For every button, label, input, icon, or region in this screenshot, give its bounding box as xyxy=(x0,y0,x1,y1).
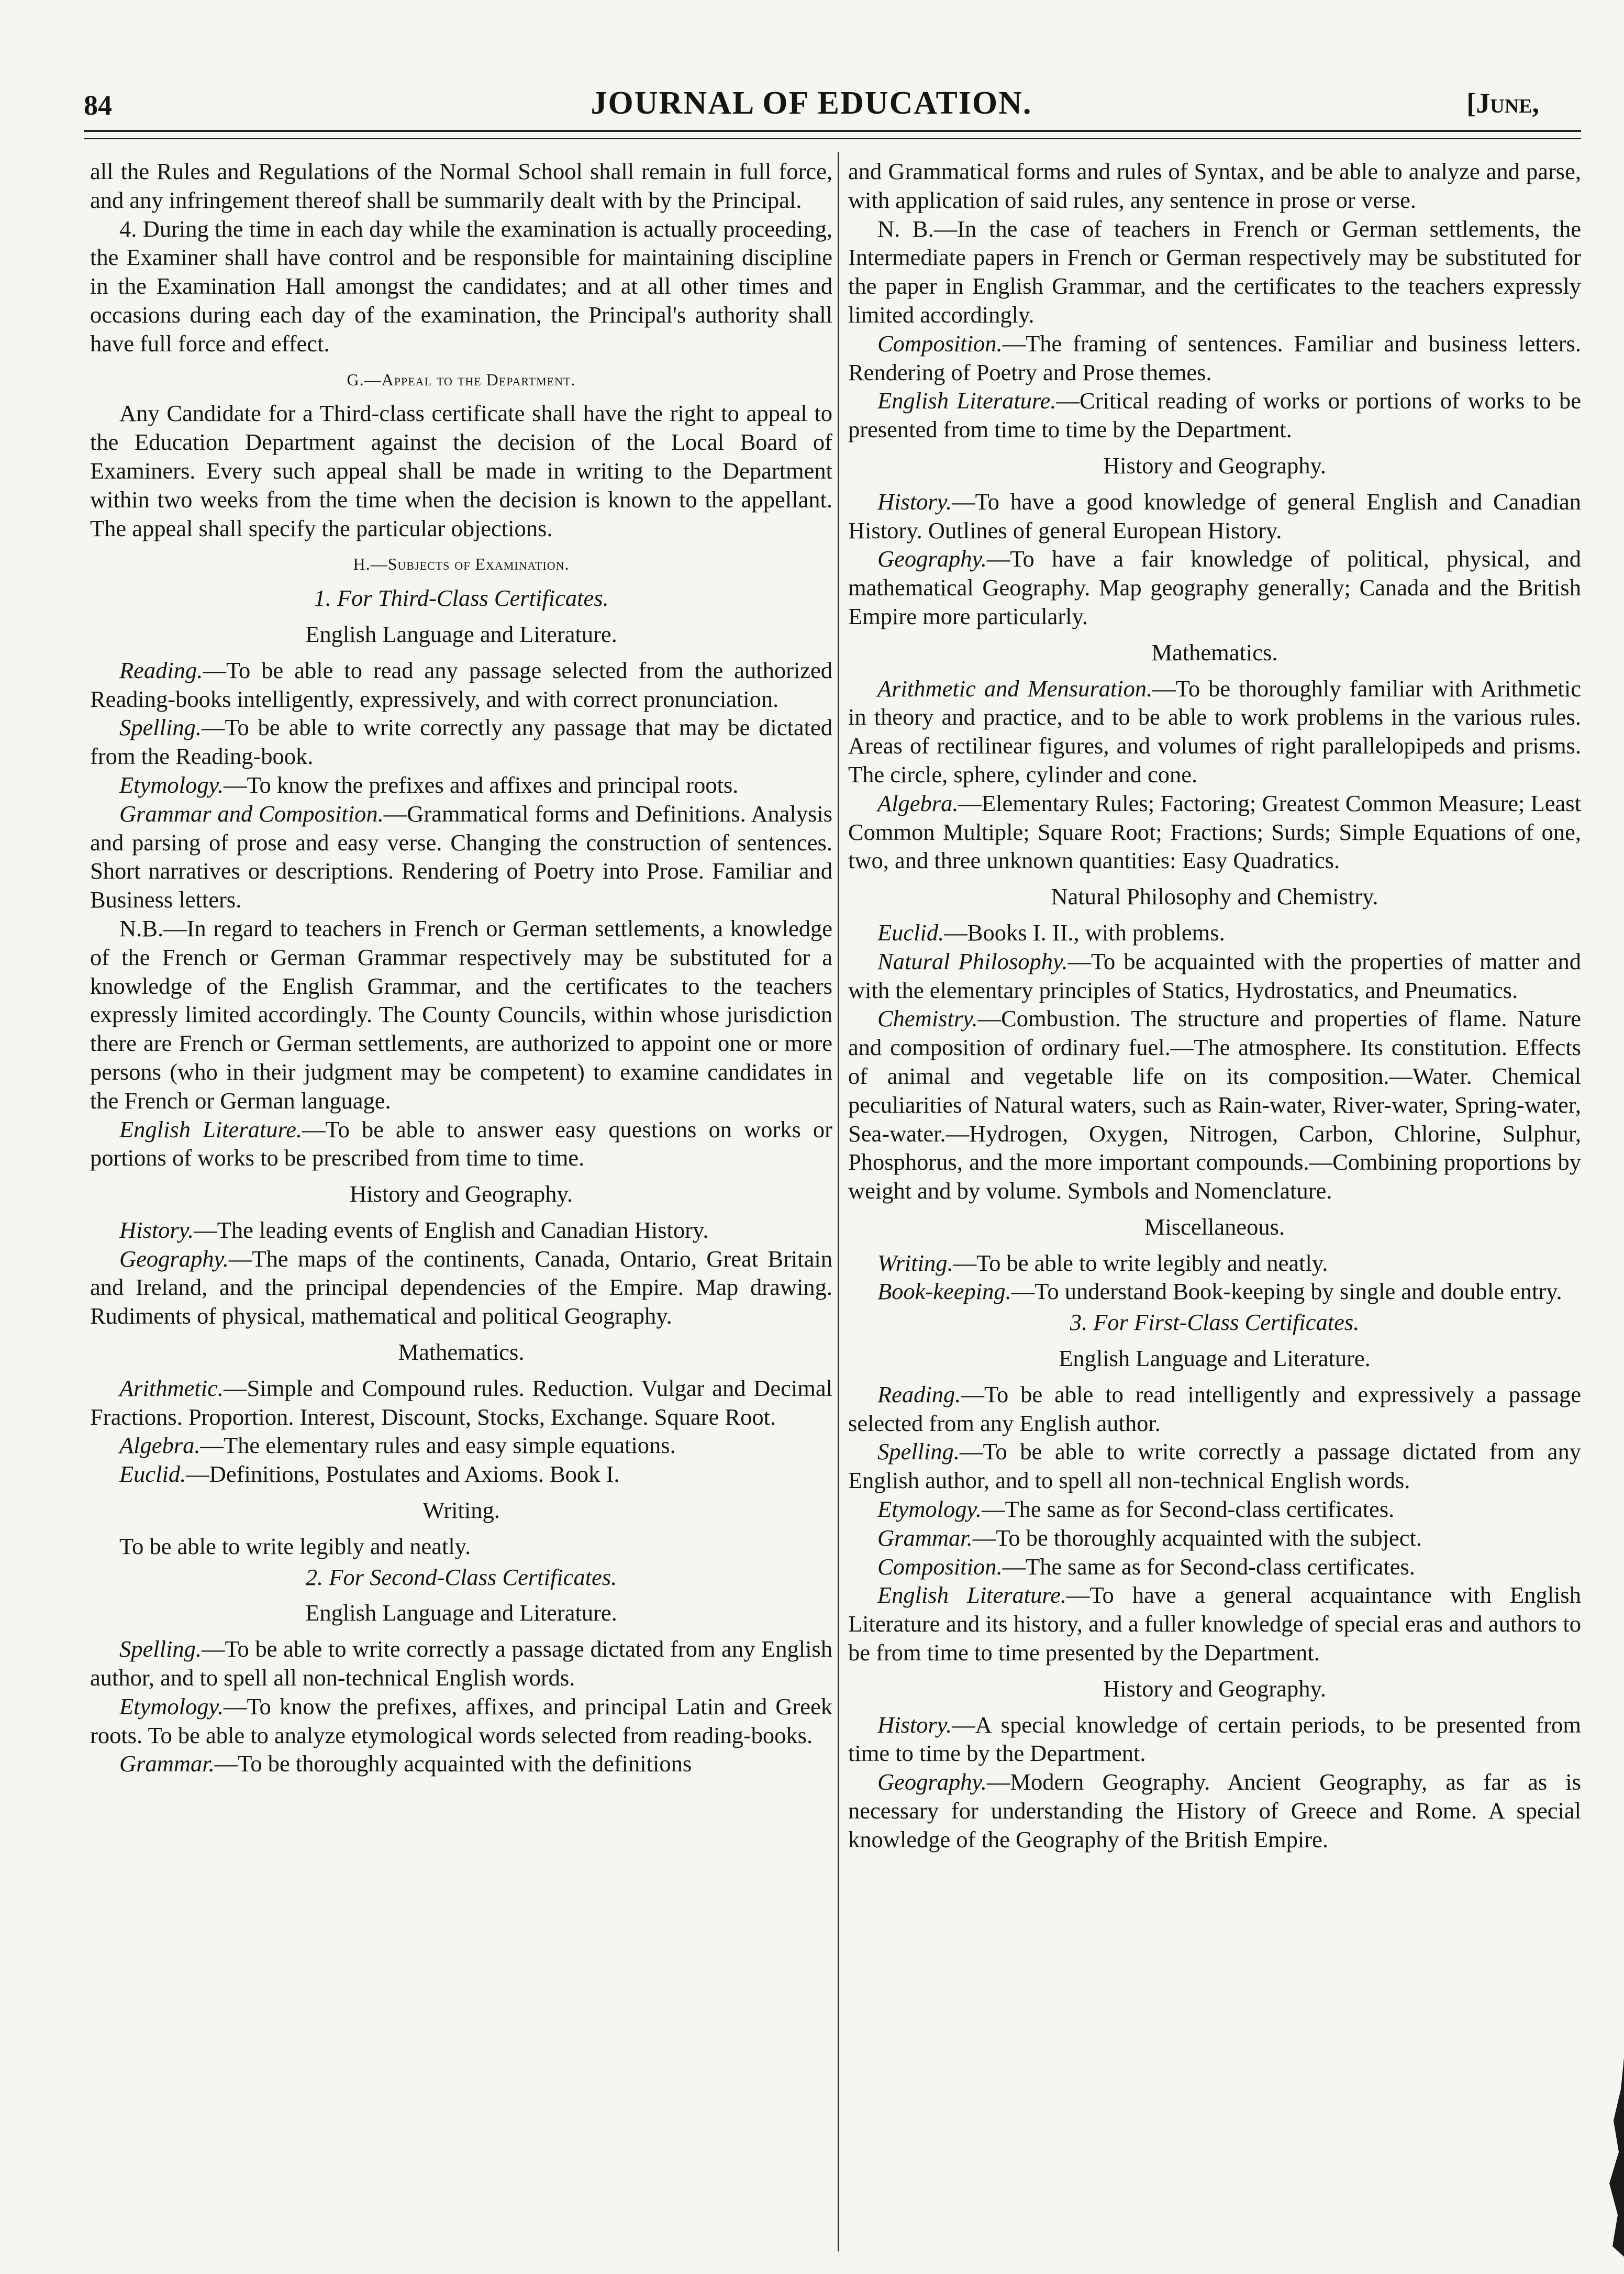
subject-label: Spelling. xyxy=(877,1438,960,1465)
subject-label: History. xyxy=(877,488,952,515)
subject-label: Geography. xyxy=(877,1769,987,1795)
subject-item: Book-keeping.—To understand Book-keeping by single and double entry. xyxy=(877,1278,1562,1305)
subject-item: Arithmetic and Mensuration.—To be thoroughly familiar with Arithmetic in theory and practice, and to be able to work problems in the various rules. Areas of rectilinear figures, and volumes of right parallelopipeds and prisms. The circle, sphere, cylinder and cone. xyxy=(848,675,1581,787)
page-number: 84 xyxy=(84,90,112,121)
subject-label: Reading. xyxy=(119,657,203,683)
paragraph: and Grammatical forms and rules of Syntax, and be able to analyze and parse, with application of said rules, any sentence in prose or verse. xyxy=(848,158,1581,213)
subject-label: Etymology. xyxy=(877,1496,982,1523)
header-rule-thin xyxy=(84,138,1581,139)
right-column xyxy=(848,157,1581,1854)
subject-label: English Literature. xyxy=(119,1116,303,1142)
subject-label: Algebra. xyxy=(877,790,959,816)
subject-label: Composition. xyxy=(877,1553,1003,1580)
paragraph: N. B.—In the case of teachers in French or German settlements, the Intermediate papers in French or German respectively may be substituted for the paper in English Grammar, and the certificates to the teachers expressly limited accordingly. xyxy=(848,215,1581,328)
subject-label: Spelling. xyxy=(119,714,202,741)
topic-heading: Miscellaneous. xyxy=(1144,1213,1285,1240)
subject-item: Spelling.—To be able to write correctly a passage dictated from any English author, and to spell all non-technical English words. xyxy=(90,1636,832,1691)
paragraph: N.B.—In regard to teachers in French or German settlements, a knowledge of the French or German Grammar respectively may be substituted for a knowledge of the English Grammar, and the certificates to the teachers expressly limited accordingly. The County Councils, within whose jurisdiction there are French or German settlements, are authorized to appoint one or more persons (who in their judgment may be competent) to examine candidates in the French or German language. xyxy=(90,915,832,1114)
topic-heading: Mathematics. xyxy=(398,1339,525,1366)
section-heading: G.—Appeal to the Department. xyxy=(347,370,576,389)
subject-item: Geography.—Modern Geography. Ancient Geography, as far as is necessary for understanding the History of Greece and Rome. A special knowledge of the Geography of the British Empire. xyxy=(848,1769,1581,1853)
left-column xyxy=(90,157,832,1778)
subject-label: Natural Philosophy. xyxy=(877,948,1068,974)
subject-label: History. xyxy=(877,1711,952,1738)
subject-item: Etymology.—To know the prefixes and affixes and principal roots. xyxy=(119,771,739,798)
subject-item: History.—A special knowledge of certain periods, to be presented from time to time by the Department. xyxy=(848,1711,1581,1767)
subject-label: Etymology. xyxy=(119,771,224,798)
subject-label: Book-keeping. xyxy=(877,1278,1011,1305)
subject-item: Grammar and Composition.—Grammatical forms and Definitions. Analysis and parsing of prose and easy verse. Changing the construction of sentences. Short narratives or descriptions. Rendering of Poetry into Prose. Familiar and Business letters. xyxy=(90,800,832,913)
subject-item: English Literature.—To be able to answer easy questions on works or portions of works to be prescribed from time to time. xyxy=(90,1116,832,1171)
subject-label: Euclid. xyxy=(877,919,944,946)
subject-label: Etymology. xyxy=(119,1693,224,1720)
topic-heading: History and Geography. xyxy=(1103,1675,1326,1702)
topic-heading: Writing. xyxy=(422,1497,500,1524)
subject-label: Spelling. xyxy=(119,1636,202,1662)
subject-label: Geography. xyxy=(877,546,987,572)
page-header xyxy=(84,79,1539,126)
subject-item: English Literature.—To have a general acquaintance with English Literature and its history, and a fuller knowledge of special eras and authors to be from time to time presented by the Department. xyxy=(848,1582,1581,1666)
subject-label: Chemistry. xyxy=(877,1005,978,1032)
page-edge-mark xyxy=(1603,2058,1624,2257)
issue-month: [June, xyxy=(1466,87,1539,119)
subject-item: Geography.—To have a fair knowledge of political, physical, and mathematical Geography. Map geography generally; Canada and the British Empire more particularly. xyxy=(848,546,1581,629)
subject-item: Spelling.—To be able to write correctly any passage that may be dictated from the Reading-book. xyxy=(90,714,832,770)
paragraph: 4. During the time in each day while the examination is actually proceeding, the Examiner shall have control and be responsible for maintaining discipline in the Examination Hall amongst the candidates; and at all other times and occasions during each day of the examination, the Principal's authority shall have full force and effect. xyxy=(90,215,832,357)
subject-item: Algebra.—The elementary rules and easy simple equations. xyxy=(119,1432,676,1459)
subject-label: English Literature. xyxy=(877,387,1056,414)
subject-item: History.—The leading events of English and Canadian History. xyxy=(119,1216,709,1243)
subject-item: Euclid.—Definitions, Postulates and Axioms. Book I. xyxy=(119,1461,620,1488)
paragraph: To be able to write legibly and neatly. xyxy=(119,1533,471,1559)
topic-heading: English Language and Literature. xyxy=(1059,1345,1371,1372)
subject-item: Geography.—The maps of the continents, Canada, Ontario, Great Britain and Ireland, and the principal dependencies of the Empire. Map drawing. Rudiments of physical, mathematical and political Geography. xyxy=(90,1245,832,1329)
section-heading: H.—Subjects of Examination. xyxy=(353,554,570,574)
journal-title: JOURNAL OF EDUCATION. xyxy=(591,85,1032,121)
subsection-heading: 2. For Second-Class Certificates. xyxy=(305,1563,617,1590)
subject-item: Etymology.—The same as for Second-class certificates. xyxy=(877,1496,1395,1523)
subject-label: Reading. xyxy=(877,1381,961,1407)
subject-label: Writing. xyxy=(877,1249,953,1276)
subject-label: Arithmetic. xyxy=(119,1374,224,1401)
subject-item: Arithmetic.—Simple and Compound rules. Reduction. Vulgar and Decimal Fractions. Proportion. Interest, Discount, Stocks, Exchange. Square Root. xyxy=(90,1374,832,1430)
subject-label: Grammar and Composition. xyxy=(119,800,384,827)
subject-item: Grammar.—To be thoroughly acquainted with the definitions xyxy=(119,1750,692,1777)
subject-label: Euclid. xyxy=(119,1461,186,1488)
topic-heading: History and Geography. xyxy=(1103,452,1326,479)
topic-heading: Mathematics. xyxy=(1151,639,1278,665)
subject-item: History.—To have a good knowledge of general English and Canadian History. Outlines of general European History. xyxy=(848,488,1581,543)
subject-item: Grammar.—To be thoroughly acquainted with the subject. xyxy=(877,1524,1422,1551)
subject-label: Composition. xyxy=(877,330,1003,357)
subject-item: Reading.—To be able to read intelligently and expressively a passage selected from any English author. xyxy=(848,1381,1581,1436)
topic-heading: English Language and Literature. xyxy=(305,620,617,647)
subject-item: Etymology.—To know the prefixes, affixes, and principal Latin and Greek roots. To be able to analyze etymological words selected from reading-books. xyxy=(90,1693,832,1748)
subject-label: Grammar. xyxy=(119,1750,215,1777)
subject-label: Geography. xyxy=(119,1245,229,1272)
subject-item: English Literature.—Critical reading of works or portions of works to be presented from time to time by the Department. xyxy=(848,387,1582,443)
subject-item: Algebra.—Elementary Rules; Factoring; Greatest Common Measure; Least Common Multiple; Square Root; Fractions; Surds; Simple Equations of one, two, and three unknown quantities: Easy Quadratics. xyxy=(848,790,1581,874)
subsection-heading: 3. For First-Class Certificates. xyxy=(1070,1309,1360,1336)
subject-label: Algebra. xyxy=(119,1432,201,1459)
subject-label: Arithmetic and Mensuration. xyxy=(877,675,1153,702)
column-divider xyxy=(838,152,839,2251)
subject-label: Grammar. xyxy=(877,1524,973,1551)
paragraph: all the Rules and Regulations of the Normal School shall remain in full force, and any infringement thereof shall be summarily dealt with by the Principal. xyxy=(90,158,832,213)
topic-heading: English Language and Literature. xyxy=(305,1600,617,1626)
topic-heading: History and Geography. xyxy=(350,1181,573,1207)
subject-item: Chemistry.—Combustion. The structure and properties of flame. Nature and composition of ordinary fuel.—The atmosphere. Its constitution. Effects of animal and vegetable life on its composition.—Water. Chemical peculiarities of Natural waters, such as Rain-water, River-water, Spring-water, Sea-water.—Hydrogen, Oxygen, Nitrogen, Carbon, Chlorine, Sulphur, Phosphorus, and the more important compounds.—Combining proportions by weight and by volume. Symbols and Nomenclature. xyxy=(848,1005,1581,1204)
subject-item: Writing.—To be able to write legibly and neatly. xyxy=(877,1249,1328,1276)
paragraph: Any Candidate for a Third-class certificate shall have the right to appeal to the Education Department against the decision of the Local Board of Examiners. Every such appeal shall be made in writing to the Department within two weeks from the time when the decision is known to the appellant. The appeal shall specify the particular objections. xyxy=(90,400,832,541)
subject-item: Composition.—The same as for Second-class certificates. xyxy=(877,1553,1415,1580)
subsection-heading: 1. For Third-Class Certificates. xyxy=(314,585,609,612)
subject-item: Reading.—To be able to read any passage selected from the authorized Reading-books intelligently, expressively, and with correct pronunciation. xyxy=(90,657,832,712)
subject-item: Natural Philosophy.—To be acquainted with the properties of matter and with the elementary principles of Statics, Hydrostatics, and Pneumatics. xyxy=(848,948,1581,1003)
subject-label: History. xyxy=(119,1216,194,1243)
subject-item: Euclid.—Books I. II., with problems. xyxy=(877,919,1225,946)
topic-heading: Natural Philosophy and Chemistry. xyxy=(1051,883,1378,910)
subject-label: English Literature. xyxy=(877,1582,1066,1609)
header-rule-thick xyxy=(84,130,1581,132)
subject-item: Composition.—The framing of sentences. Familiar and business letters. Rendering of Poetry and Prose themes. xyxy=(848,330,1581,385)
subject-item: Spelling.—To be able to write correctly a passage dictated from any English author, and to spell all non-technical English words. xyxy=(848,1438,1581,1494)
